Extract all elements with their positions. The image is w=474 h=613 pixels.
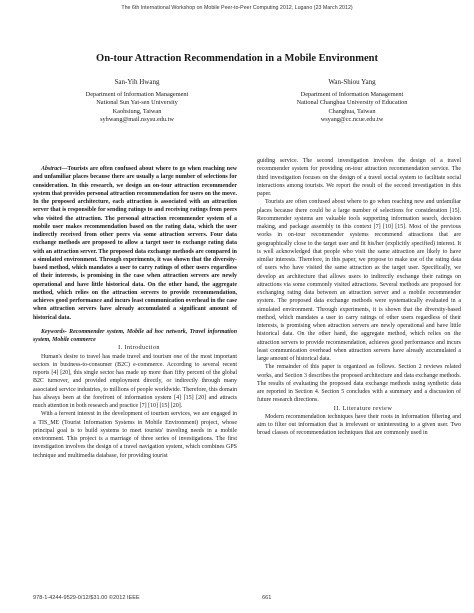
abstract-text: —Tourists are often confused about where to go when reaching new and unfamiliar places because there are usually a large number of selections for consideration. In this research, we design an on-tour attraction recommender system that provides personal attraction recommendation for users on the move. In the proposed architecture, each attraction is associated with an attraction server that is responsible for sending ratings to and receiving ratings from peers who visited the attraction. The personal attraction recommender system of a mobile user makes recommendation based on the rating data, which the user indirectly received from other peers via some attraction servers. Four data exchange methods are proposed to allow a target user to exchange rating data with an attraction server. The proposed data exchange methods are compared in a simulated environment. Through experiments, it was shown that the diversity-based method, which mandates a user to carry ratings of other users regardless of their interests, is promising in the case when attraction servers are newly operational and have little historical data. On the other hand, the aggregate method, which relies on the attraction servers to provide recommendation, achieves good performance and incurs least communication overhead in the case when attraction servers have already accumulated a significant amount of historical data. bbox=[33, 166, 237, 321]
author-dept: Department of Information Management bbox=[85, 90, 189, 98]
author-name: Wan-Shiou Yang bbox=[328, 78, 376, 86]
author-city: Kaohsiung, Taiwan bbox=[112, 107, 162, 115]
keywords-text: Recommender system, Mobile ad hoc network, Travel information system, Mobile commerce bbox=[33, 328, 237, 343]
author-univ: National Changhua University of Education bbox=[296, 99, 408, 107]
abstract bbox=[33, 165, 237, 322]
body-paragraph: Tourists are often confused about where to go when reaching new and unfamiliar places because there could be a large number of selections for consideration [15]. Recommender systems are valuable tools supporting information search, decision making, and package assembly in this context [7] [10] [15]. Most of the previous works in on-tour recommender systems recommend attractions that are geographically close to the target user and fit his/her (explicitly specified) interest. It is well acknowledged that people who visit the same attraction are likely to have similar interests. Therefore, in this paper, we propose to make use of the rating data of users who have visited the same attraction as the target user. Specifically, we develop an architecture that allows users to indirectly exchange their ratings on attractions via some commonly visited attractions. Several methods are proposed for exchanging rating data between an attraction server and a mobile recommender system. The proposed data exchange methods were systematically evaluated in a simulated environment. Through experiments, it is shown that the diversity-based method, which mandates a user to carry ratings of other users regardless of their interests, is promising when attraction servers are newly operational and have little historical data. On the other hand, the aggregate method, which relies on the attraction servers to provide recommendation, achieves good performance and incurs least communication overhead when attraction servers have already accumulated a large amount of historical data. bbox=[257, 199, 461, 362]
body-paragraph: Modern recommendation techniques have their roots in information filtering and aim to filter out information that is irrelevant or uninteresting to a given user. Two broad classes of recommendation techniques that are commonly used in bbox=[257, 413, 461, 437]
section-heading: II. Literature review bbox=[333, 404, 393, 412]
paper-title: On-tour Attraction Recommendation in a Mobile Environment bbox=[96, 53, 378, 64]
author-email: syhwang@mail.nsysu.edu.tw bbox=[100, 116, 174, 124]
author-city: Changhua, Taiwan bbox=[328, 107, 376, 115]
left-column bbox=[33, 165, 237, 460]
page-number: 661 bbox=[262, 595, 272, 601]
right-column bbox=[257, 157, 461, 438]
author-email: wsyang@cc.ncue.edu.tw bbox=[320, 116, 384, 124]
body-paragraph: The remainder of this paper is organized as follows. Section 2 reviews related works, and Section 3 describes the proposed architecture and data exchange methods. The results of evaluating the proposed data exchange methods using synthetic data are reported in Section 4. Section 5 concludes with a summary and a discussion of future research directions. bbox=[257, 364, 461, 404]
author-block-1 bbox=[37, 78, 237, 125]
body-paragraph: With a fervent interest in the development of tourism services, we are engaged in a TIS_ME (Tourist Information Systems in Mobile Environment) project, whose principal goal is to build systems to meet tourists' traveling needs in a mobile environment. This project is a marriage of three series of investigations. The first investigation involves the design of a travel navigation system, which combines GPS technique and multimedia database, for providing tourist bbox=[33, 411, 237, 459]
author-univ: National Sun Yat-sen University bbox=[96, 99, 178, 107]
body-paragraph: Human's desire to travel has made travel and tourism one of the most important sectors in business-to-consumer (B2C) e-commerce. According to several recent reports [4] [20], this single sector has made up more than fifty percent of the global B2C turnover, and provided employment directly, or indirectly through many associated service industries, to millions of people worldwide. Therefore, this domain has always been at the forefront of information system [4] [15] [20] and attracts much attention in both research and practice [7] [10] [15] [20]. bbox=[33, 353, 237, 409]
body-paragraph: guiding service. The second investigation involves the design of a travel recommender system for providing on-tour attraction recommendation service. The third investigation focuses on the design of a travel social system to facilitate social interactions among tourists. We report the result of the second investigation in this paper. bbox=[257, 158, 461, 197]
keywords-label: Keywords- bbox=[41, 328, 67, 335]
footer-isbn: 978-1-4244-9529-0/12/$31.00 ©2012 IEEE bbox=[33, 595, 140, 601]
section-heading: I. Introduction bbox=[118, 344, 160, 352]
author-dept: Department of Information Management bbox=[300, 90, 404, 98]
abstract-label: Abstract bbox=[41, 166, 62, 172]
author-block-2 bbox=[252, 78, 452, 125]
keywords bbox=[33, 328, 237, 345]
conference-header: The 6th International Workshop on Mobile Peer-to-Peer Computing 2012, Lugano (23 March 2012) bbox=[121, 5, 353, 11]
author-name: San-Yih Hwang bbox=[114, 78, 160, 86]
